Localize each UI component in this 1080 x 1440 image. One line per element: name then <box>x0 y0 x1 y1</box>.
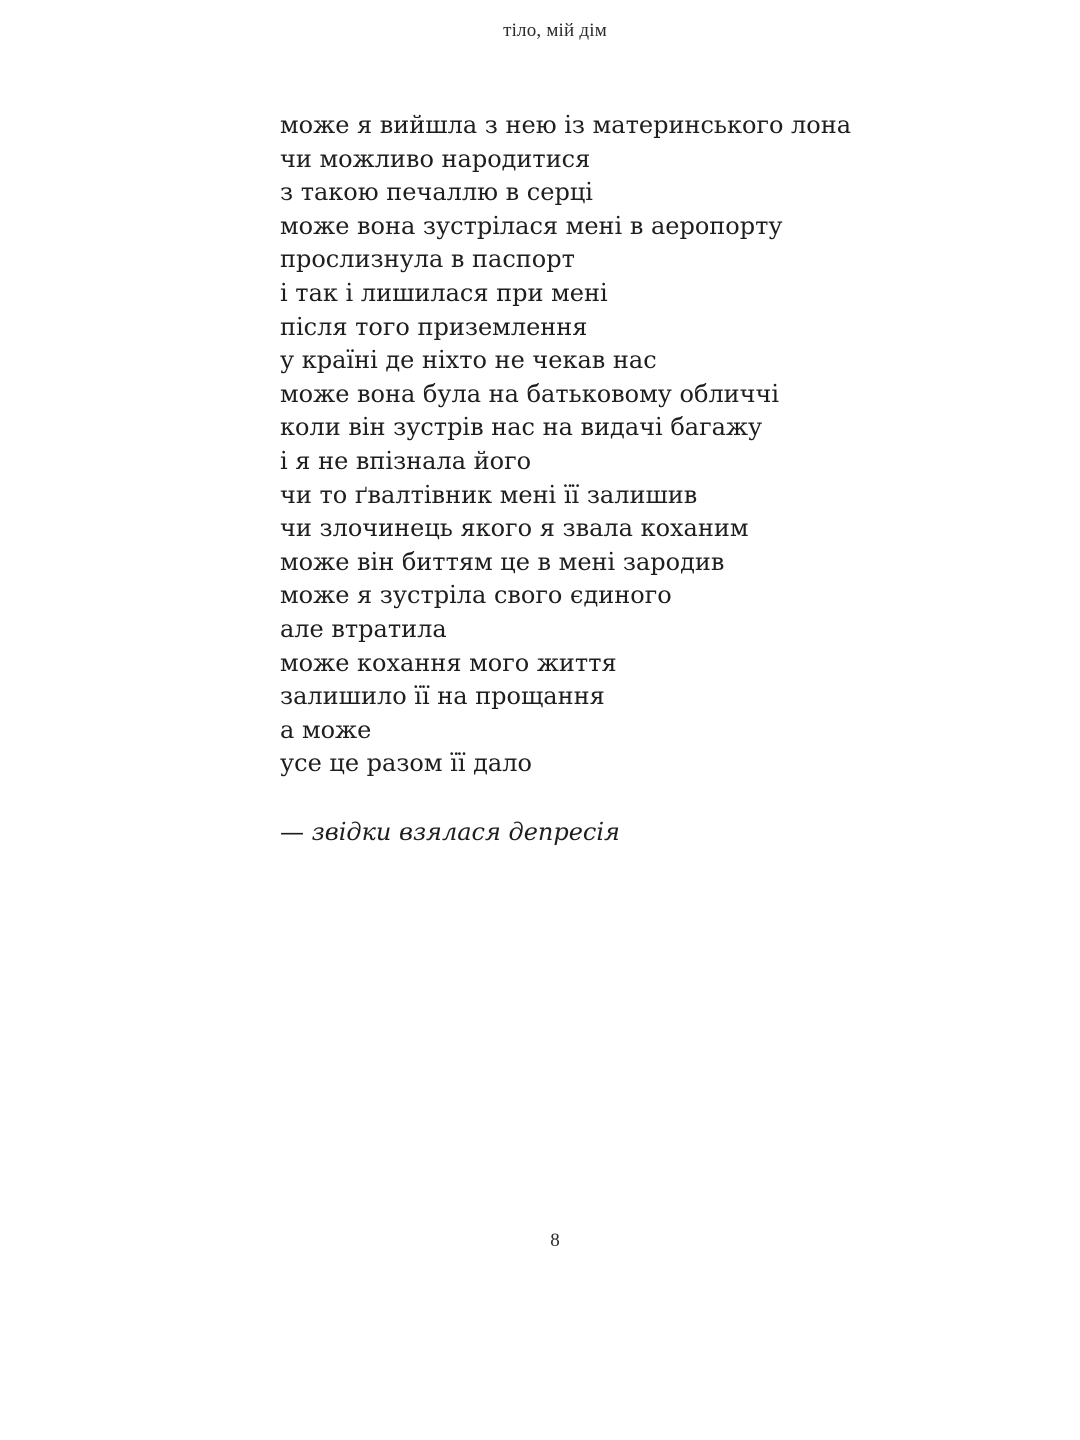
poem-line: прослизнула в паспорт <box>280 245 575 274</box>
poem-body <box>280 109 1000 781</box>
poem-line: у країні де ніхто не чекав нас <box>280 346 657 375</box>
poem-line: чи злочинець якого я звала коханим <box>280 514 749 543</box>
poem-line: але втратила <box>280 614 447 643</box>
poem-line: після того приземлення <box>280 312 588 341</box>
page-number: 8 <box>550 1230 560 1251</box>
poem-line: чи можливо народитися <box>280 144 591 173</box>
poem-line: і так і лишилася при мені <box>280 278 608 307</box>
poem-line: може вона була на батьковому обличчі <box>280 379 780 408</box>
running-head: тіло, мій дім <box>503 20 607 41</box>
poem-line: може я вийшла з нею із материнського лона <box>280 111 852 139</box>
poem-line: чи то ґвалтівник мені її залишив <box>280 480 698 509</box>
poem-line: усе це разом її дало <box>280 749 532 778</box>
poem-line: може кохання мого життя <box>280 648 617 677</box>
poem-line: залишило її на прощання <box>280 682 605 711</box>
poem-line: може він биттям це в мені зародив <box>280 547 725 576</box>
poem-line: а може <box>280 715 372 744</box>
poem-line: може я зустріла свого єдиного <box>280 581 672 610</box>
poem-line: може вона зустрілася мені в аеропорту <box>280 211 783 240</box>
poem-line: коли він зустрів нас на видачі багажу <box>280 413 763 442</box>
poem-attribution: — звідки взялася депресія <box>280 818 620 846</box>
poem-line: і я не впізнала його <box>280 446 532 475</box>
poem-line: з такою печаллю в серці <box>280 178 593 207</box>
